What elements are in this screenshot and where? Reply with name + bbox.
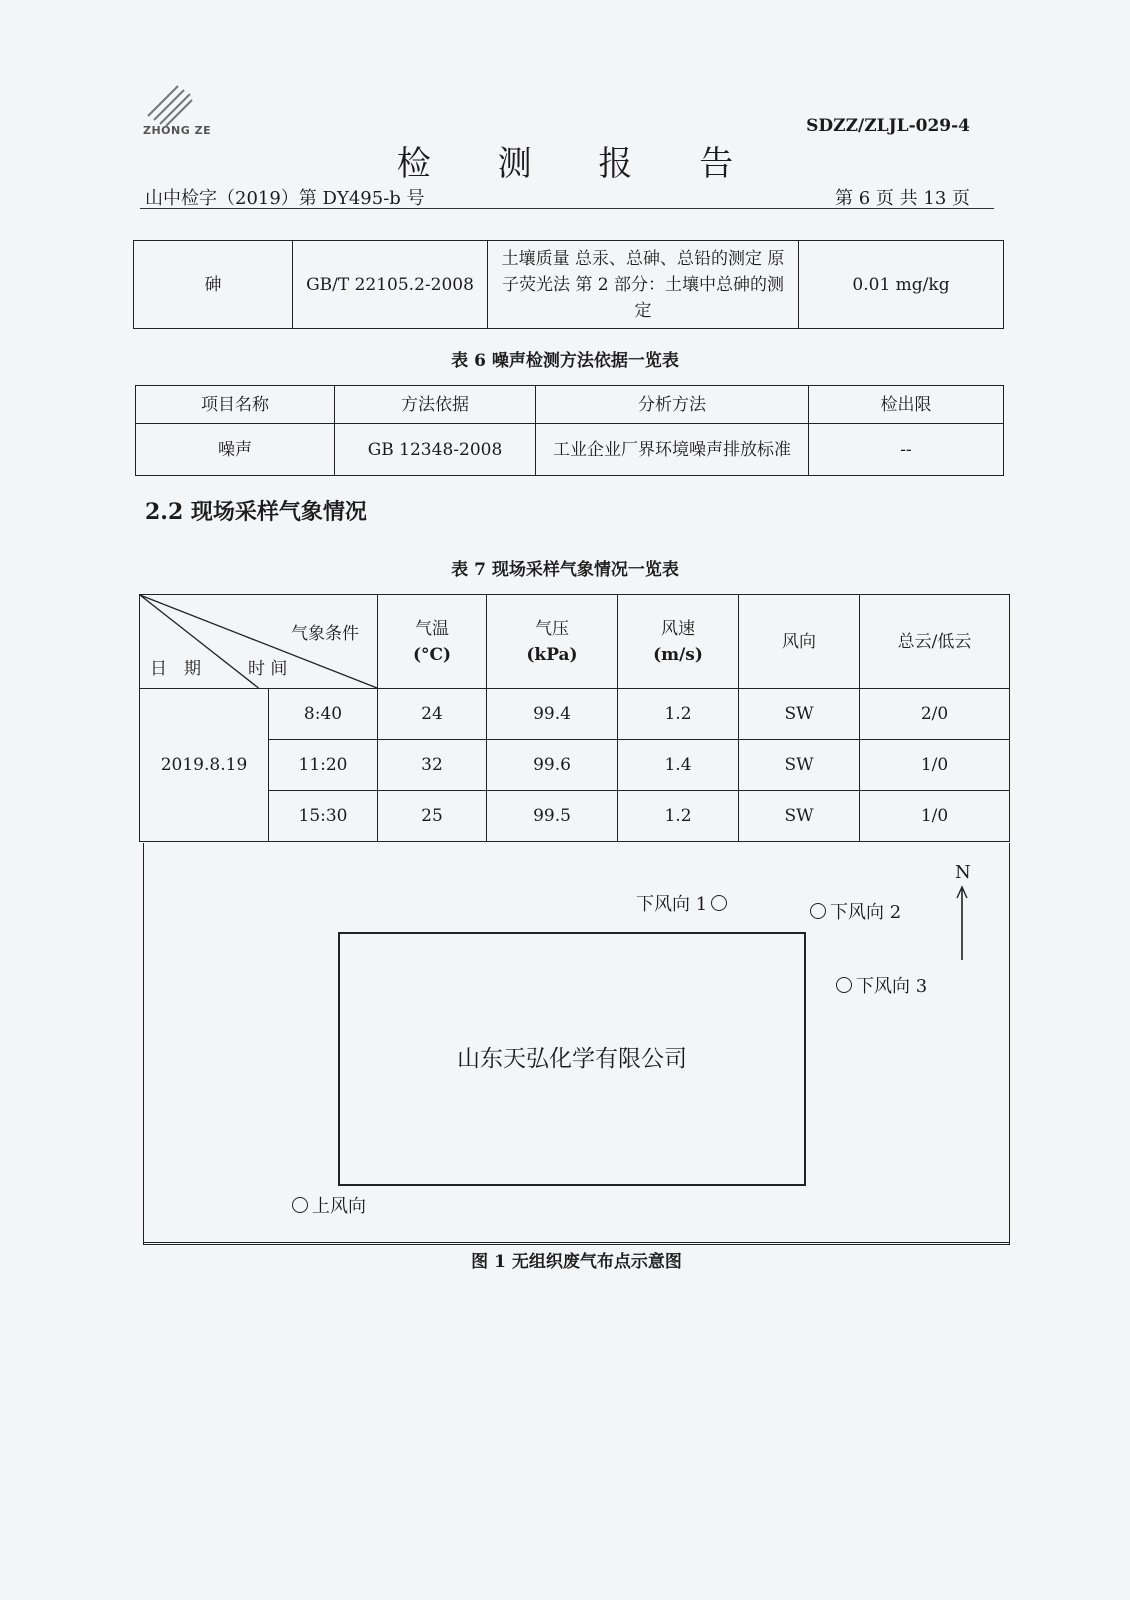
- upwind-point: [292, 1192, 366, 1218]
- limit-cell: 0.01 mg/kg: [799, 241, 1004, 329]
- header-cell: [739, 595, 860, 689]
- wind-speed-cell: 1.2: [618, 689, 739, 740]
- north-label: N: [955, 862, 971, 883]
- wind-direction-cell: SW: [739, 740, 860, 791]
- wind-direction-cell: SW: [739, 791, 860, 842]
- method-cell: 工业企业厂界环境噪声排放标准: [536, 424, 809, 476]
- item-cell: 噪声: [136, 424, 335, 476]
- section-title: 2.2 现场采样气象情况: [145, 499, 367, 525]
- item-cell: 砷: [134, 241, 293, 329]
- page-title: 检 测 报 告: [396, 144, 762, 184]
- figure-caption-divider: [143, 1242, 1010, 1243]
- time-cell: 11:20: [269, 740, 378, 791]
- header-cell: 分析方法: [536, 386, 809, 424]
- header-cell: [618, 595, 739, 689]
- point-label: 下风向 3: [856, 976, 928, 997]
- cloud-cell: 2/0: [860, 689, 1010, 740]
- limit-cell: --: [809, 424, 1004, 476]
- table-row: [140, 740, 1010, 791]
- document-code: SDZZ/ZLJL-029-4: [806, 116, 970, 136]
- downwind-point-1: [636, 890, 727, 916]
- header-unit: (°C): [412, 644, 452, 665]
- circle-marker-icon: [292, 1197, 308, 1213]
- cloud-cell: 1/0: [860, 791, 1010, 842]
- table-row: [140, 791, 1010, 842]
- noise-method-table: [135, 385, 1004, 476]
- circle-marker-icon: [836, 977, 852, 993]
- weather-table: [139, 594, 1010, 842]
- point-label: 上风向: [312, 1196, 366, 1217]
- header-unit: (m/s): [653, 644, 703, 665]
- pressure-cell: 99.4: [487, 689, 618, 740]
- corner-weather-label: 气象条件: [291, 624, 359, 644]
- header-cell: [378, 595, 487, 689]
- cloud-cell: 1/0: [860, 740, 1010, 791]
- table6-caption: 表 6 噪声检测方法依据一览表: [451, 351, 679, 371]
- pressure-cell: 99.5: [487, 791, 618, 842]
- standard-cell: GB 12348-2008: [335, 424, 536, 476]
- circle-marker-icon: [810, 903, 826, 919]
- date-cell: 2019.8.19: [140, 689, 269, 842]
- temperature-cell: 24: [378, 689, 487, 740]
- header-unit: (kPa): [526, 644, 578, 665]
- header-cell: 项目名称: [136, 386, 335, 424]
- table-row: [140, 689, 1010, 740]
- standard-cell: GB/T 22105.2-2008: [293, 241, 488, 329]
- header-line: 风向: [782, 631, 816, 652]
- table-row: [134, 241, 1004, 329]
- point-label: 下风向 1: [636, 894, 708, 915]
- pressure-cell: 99.6: [487, 740, 618, 791]
- time-cell: 15:30: [269, 791, 378, 842]
- circle-marker-icon: [711, 895, 727, 911]
- table-header-row: [136, 386, 1004, 424]
- temperature-cell: 32: [378, 740, 487, 791]
- corner-date-label: 日 期: [150, 659, 201, 679]
- header-cell: [860, 595, 1010, 689]
- report-number: 山中检字（2019）第 DY495-b 号: [145, 188, 425, 209]
- corner-time-label: 时 间: [248, 659, 288, 679]
- table7-caption: 表 7 现场采样气象情况一览表: [451, 560, 679, 580]
- corner-header-cell: [140, 595, 378, 689]
- downwind-point-3: [836, 972, 927, 998]
- table-row: [136, 424, 1004, 476]
- company-name: 山东天弘化学有限公司: [457, 1046, 687, 1072]
- header-cell: [487, 595, 618, 689]
- wind-direction-cell: SW: [739, 689, 860, 740]
- wind-speed-cell: 1.4: [618, 740, 739, 791]
- method-cell: 土壤质量 总汞、总砷、总铅的测定 原子荧光法 第 2 部分：土壤中总砷的测定: [488, 241, 799, 329]
- logo-text: ZHONG ZE: [143, 124, 212, 137]
- figure-caption: 图 1 无组织废气布点示意图: [471, 1252, 682, 1272]
- arsenic-method-table: [133, 240, 1004, 329]
- point-label: 下风向 2: [830, 902, 902, 923]
- header-line: 气温: [415, 618, 449, 639]
- header-line: 气压: [535, 618, 569, 639]
- table-header-row: [140, 595, 1010, 689]
- page-number: 第 6 页 共 13 页: [835, 188, 970, 209]
- header-cell: 方法依据: [335, 386, 536, 424]
- wind-speed-cell: 1.2: [618, 791, 739, 842]
- header-line: 风速: [661, 618, 695, 639]
- header-cell: 检出限: [809, 386, 1004, 424]
- header-line: 总云/低云: [897, 631, 972, 652]
- header-divider: [140, 208, 994, 209]
- downwind-point-2: [810, 898, 901, 924]
- temperature-cell: 25: [378, 791, 487, 842]
- north-arrow-icon: [952, 884, 972, 960]
- time-cell: 8:40: [269, 689, 378, 740]
